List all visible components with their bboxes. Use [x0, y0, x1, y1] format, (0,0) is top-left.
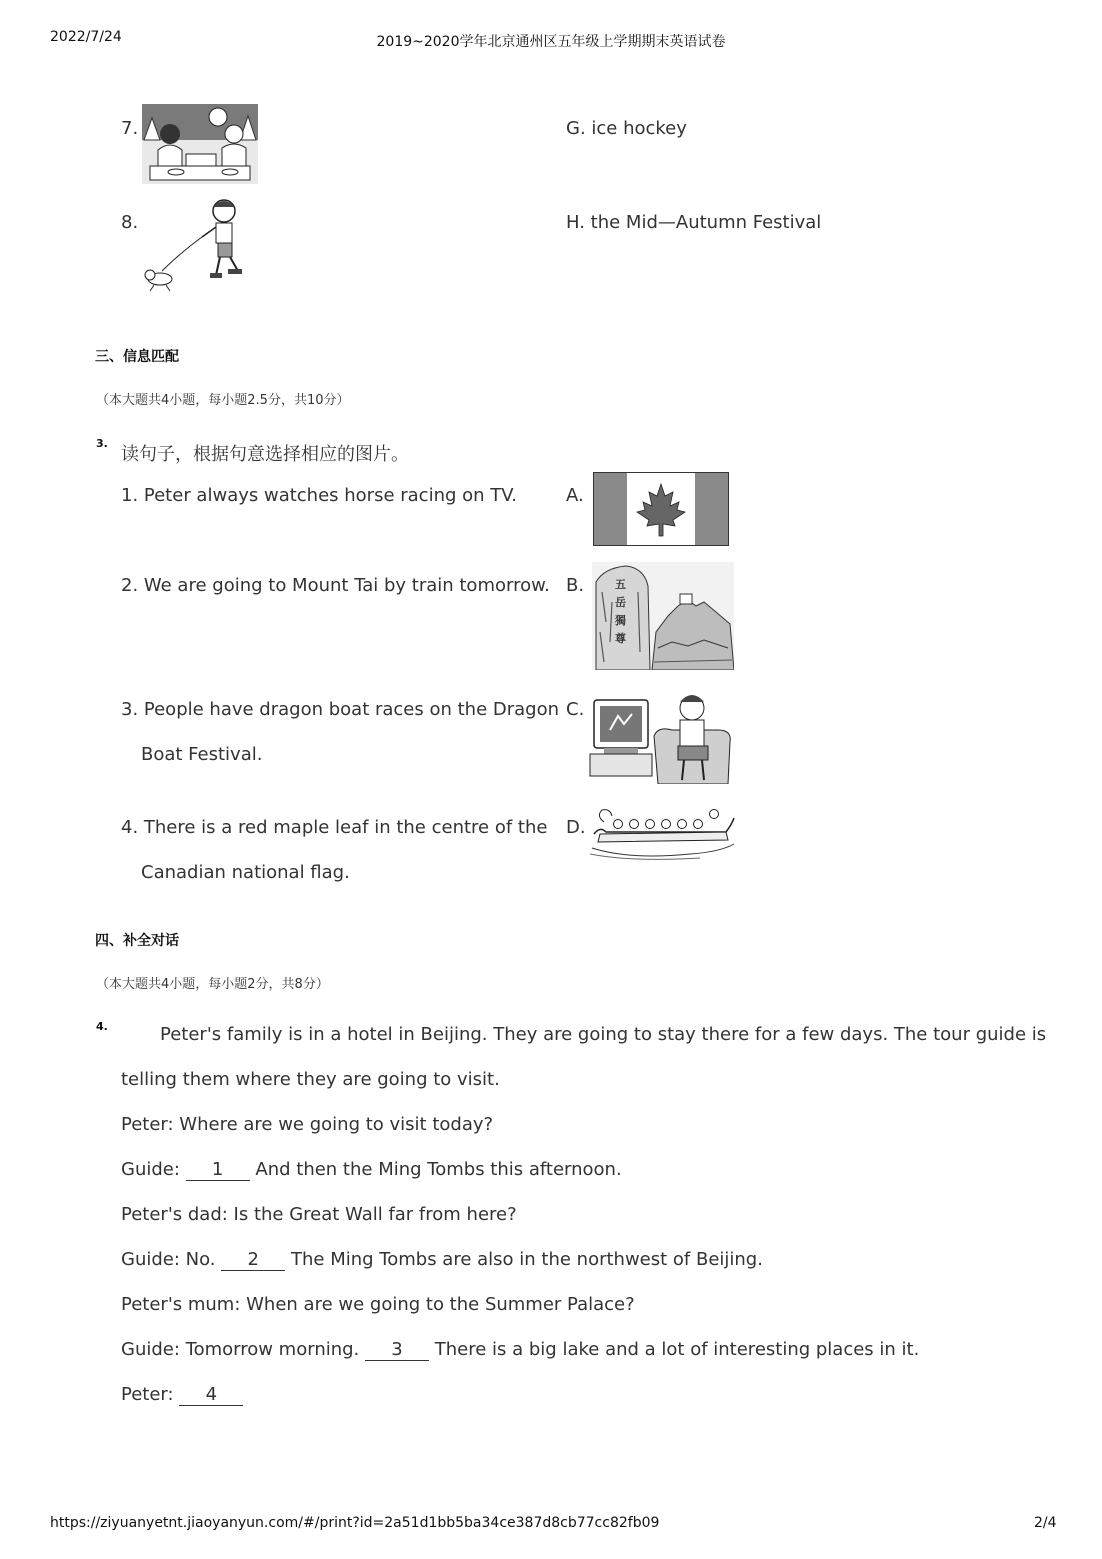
dialogue-line-4-text: The Ming Tombs are also in the northwest of Beijing.: [291, 1249, 763, 1270]
canadian-flag-picture: [593, 472, 729, 546]
mount-tai-picture: [592, 562, 734, 670]
stone-tablet-inscription: 五岳獨尊: [615, 578, 626, 645]
dragon-boat-picture: [590, 804, 736, 862]
question-3-number: 3.: [96, 437, 108, 450]
item-7-number: 7.: [121, 118, 139, 139]
page-url: https://ziyuanyetnt.jiaoyanyun.com/#/print?id=2a51d1bb5ba34ce387d8cb77cc82fb09: [50, 1515, 660, 1531]
blank-2[interactable]: 2: [221, 1250, 285, 1271]
question-4-number: 4.: [96, 1020, 108, 1033]
question-3-instruction: 读句子，根据句意选择相应的图片。: [121, 444, 409, 465]
page-number: 2/4: [1034, 1515, 1057, 1531]
option-g: G. ice hockey: [566, 118, 687, 139]
sentence-3-line-2: Boat Festival.: [141, 744, 263, 765]
dialogue-line-6-text: There is a big lake and a lot of interesting places in it.: [434, 1339, 920, 1360]
option-a-label: A.: [566, 485, 584, 506]
dialogue-line-7: [121, 1384, 243, 1406]
section-4-note: （本大题共4小题，每小题2分，共8分）: [96, 977, 329, 992]
blank-4[interactable]: 4: [179, 1385, 243, 1406]
option-d-label: D.: [566, 817, 586, 838]
dialogue-line-1: Peter: Where are we going to visit today?: [121, 1114, 494, 1135]
family-dinner-picture: [142, 104, 258, 184]
speaker-guide: Guide: Tomorrow morning.: [121, 1339, 360, 1360]
dialogue-line-5: Peter's mum: When are we going to the Summer Palace?: [121, 1294, 635, 1315]
dialogue-line-2-text: And then the Ming Tombs this afternoon.: [255, 1159, 622, 1180]
section-3-note: （本大题共4小题，每小题2.5分，共10分）: [96, 393, 350, 408]
sentence-3-line-1: 3. People have dragon boat races on the Dragon: [121, 699, 560, 720]
item-8-number: 8.: [121, 212, 139, 233]
boy-walking-dog-picture: [140, 197, 252, 297]
document-title: 2019~2020学年北京通州区五年级上学期期末英语试卷: [376, 34, 726, 50]
print-date: 2022/7/24: [50, 29, 122, 45]
option-c-label: C.: [566, 699, 585, 720]
dialogue-line-6: [121, 1339, 919, 1361]
sentence-4-line-1: 4. There is a red maple leaf in the centre of the: [121, 817, 548, 838]
passage-intro-line-1: Peter's family is in a hotel in Beijing. They are going to stay there for a few days. The tour guide is: [160, 1024, 1047, 1045]
section-4-title: 四、补全对话: [95, 933, 179, 949]
option-b-label: B.: [566, 575, 585, 596]
speaker-peter: Peter:: [121, 1384, 174, 1405]
dialogue-line-4: [121, 1249, 763, 1271]
sentence-1: 1. Peter always watches horse racing on TV.: [121, 485, 517, 506]
option-h: H. the Mid—Autumn Festival: [566, 212, 822, 233]
section-3-title: 三、信息匹配: [95, 349, 179, 365]
sentence-2: 2. We are going to Mount Tai by train tomorrow.: [121, 575, 550, 596]
boy-watching-tv-picture: [588, 686, 736, 784]
passage-intro-line-2: telling them where they are going to visit.: [121, 1069, 500, 1090]
sentence-4-line-2: Canadian national flag.: [141, 862, 350, 883]
dialogue-line-2: [121, 1159, 622, 1181]
blank-3[interactable]: 3: [365, 1340, 429, 1361]
dialogue-line-3: Peter's dad: Is the Great Wall far from here?: [121, 1204, 517, 1225]
speaker-guide: Guide:: [121, 1159, 180, 1180]
blank-1[interactable]: 1: [186, 1160, 250, 1181]
speaker-guide: Guide: No.: [121, 1249, 216, 1270]
